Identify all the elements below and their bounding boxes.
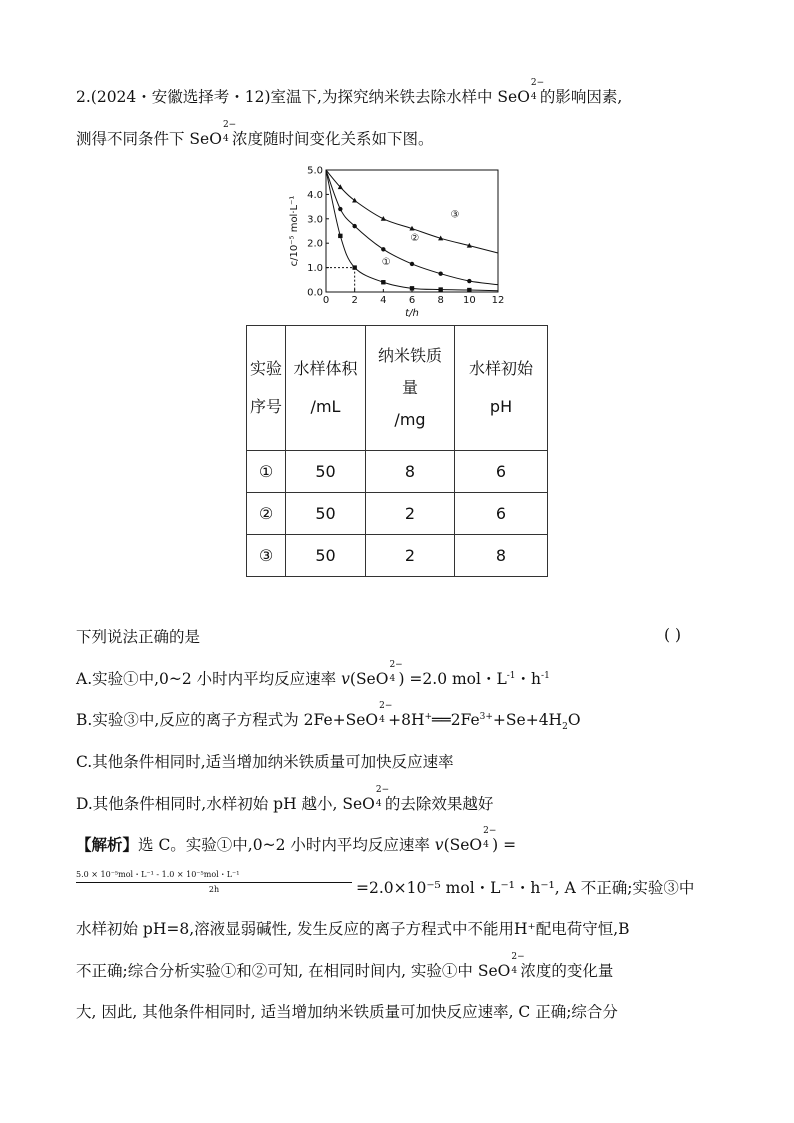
x-tick-label: 4 [380,295,387,306]
data-point [338,234,342,238]
data-point [438,287,442,291]
table-cell: 2 [366,493,455,535]
option-b[interactable]: B.实验③中,反应的离子方程式为 2Fe+SeO 2− 4 $+8H^+══2Fe^{3+}+Se+4H_2O$ [76,701,581,733]
table-cell: 8 [366,451,455,493]
table-header-row [247,326,548,451]
question-text: 测得不同条件下 SeO [76,130,222,148]
question-text: 的影响因素, [539,88,623,106]
table-cell: 50 [286,493,366,535]
prompt-text: 下列说法正确的是 [76,628,201,646]
data-point [410,286,414,290]
x-tick-label: 0 [322,295,330,306]
header-cell: 纳米铁质 量 /mg [366,326,455,451]
data-point [352,198,357,203]
analysis-line-3: 水样初始 pH=8,溶液显弱碱性, 发生反应的离子方程式中不能用H⁺配电荷守恒,B [76,920,630,938]
header-cell: 水样体积 /mL [286,326,366,451]
x-tick-label: 12 [491,295,505,306]
data-point [467,288,471,292]
analysis-tag: 【解析】 [76,835,139,854]
y-axis-label: c/10⁻⁵ mol·L⁻¹ [289,195,300,267]
data-point [467,279,471,283]
analysis-line-1: 【解析】选 C。实验①中,0~2 小时内平均反应速率 v(SeO 2− 4 ) = [76,826,517,854]
table-cell: ① [247,451,286,493]
option-c[interactable]: C.其他条件相同时,适当增加纳米铁质量可加快反应速率 [76,753,454,771]
x-tick-label: 6 [408,295,416,306]
table-cell: 6 [455,451,548,493]
data-point [352,224,356,228]
analysis-line-4: 不正确;综合分析实验①和②可知, 在相同时间内, 实验①中 SeO 2− 4 浓度的变化量 [76,952,614,980]
data-point [381,247,385,251]
fraction-denominator: 2h [208,885,220,894]
prompt-line [76,626,200,648]
answer-bracket: ( ) [664,626,682,644]
table-cell: 8 [455,535,548,577]
analysis-line-5: 大, 因此, 其他条件相同时, 适当增加纳米铁质量可加快反应速率, C 正确;综合分 [76,1003,618,1021]
table-cell: ③ [247,535,286,577]
data-point [381,280,385,284]
y-tick-label: 4.0 [307,189,323,201]
x-tick-label: 8 [437,295,444,306]
option-d[interactable]: D.其他条件相同时,水样初始 pH 越小, SeO 2− 4 的去除效果越好 [76,785,494,813]
fraction-numerator: 5.0 × 10⁻⁵mol・L⁻¹ - 1.0 × 10⁻⁵mol・L⁻¹ [76,870,352,883]
table-cell: 2 [366,535,455,577]
x-tick-label: 2 [351,295,358,306]
series-label: ③ [450,209,460,221]
table-row [247,535,548,577]
y-tick-label: 3.0 [307,214,323,226]
table-cell: 50 [286,535,366,577]
y-tick-label: 2.0 [307,238,323,250]
analysis-line-2: =2.0×10⁻⁵ mol・L⁻¹・h⁻¹, A 不正确;实验③中 [356,879,695,897]
header-cell: 实验 序号 [247,326,286,451]
question-line-1 [76,78,623,108]
table-cell: 50 [286,451,366,493]
ion-charge: 2− 4 [222,120,237,144]
question-text: 浓度随时间变化关系如下图。 [231,130,434,148]
table-row [247,451,548,493]
y-tick-label: 5.0 [307,165,323,177]
x-tick-label: 10 [462,295,476,306]
ion-charge: 2− 4 [530,78,545,102]
series-label: ② [410,232,420,244]
data-point [410,262,414,266]
concentration-chart [286,160,526,320]
option-a[interactable]: A.实验①中,0~2 小时内平均反应速率 v(SeO 2− 4 ) =2.0 mol・$L^{-1}$・$h^{-1}$ [76,660,550,688]
experiment-table [246,325,548,577]
header-cell: 水样初始 pH [455,326,548,451]
question-line-2 [76,120,434,150]
x-axis-label: t/h [405,308,419,319]
data-point [438,272,442,276]
table-cell: ② [247,493,286,535]
plot-frame [326,170,498,292]
table-row [247,493,548,535]
y-tick-label: 0.0 [307,287,323,299]
question-text: 2.(2024・安徽选择考・12)室温下,为探究纳米铁去除水样中 SeO [76,88,530,106]
data-point [338,207,342,211]
data-point [352,265,356,269]
y-tick-label: 1.0 [307,263,323,275]
series-label: ① [381,257,391,269]
table-cell: 6 [455,493,548,535]
rate-fraction [76,870,352,895]
